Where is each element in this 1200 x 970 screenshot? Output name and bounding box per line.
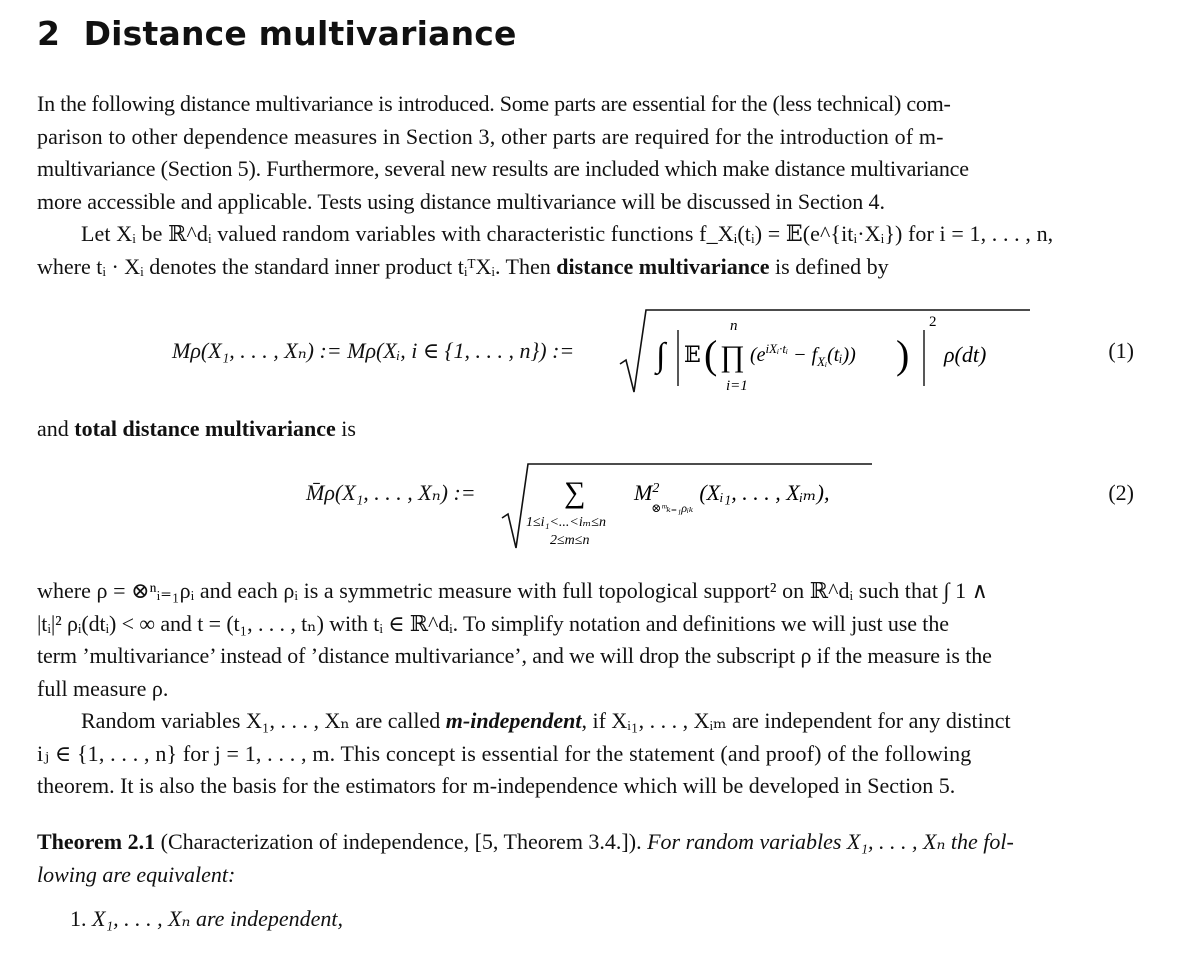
equation-2 — [0, 458, 1200, 554]
sum-lower-2: 2≤m≤n — [550, 533, 590, 548]
product-sign: ∏ — [720, 340, 745, 373]
m-ind-pre: Random variables X₁, . . . , Xₙ are called — [81, 708, 446, 733]
section-heading — [37, 14, 517, 53]
and-post: is — [335, 416, 356, 441]
intro-line: more accessible and applicable. Tests using distance multivariance will be discussed in Section 4. — [37, 188, 885, 214]
sum-lower-1: 1≤i₁<...<iₘ≤n — [526, 515, 606, 530]
let-line-2-pre: where tᵢ · Xᵢ denotes the standard inner product tᵢᵀXᵢ. Then — [37, 253, 557, 279]
section-number: 2 — [37, 14, 61, 53]
section-title: Distance multivariance — [83, 14, 517, 53]
where-line: |tᵢ|² ρᵢ(dtᵢ) < ∞ and t = (t₁, . . . , tₙ) with tᵢ ∈ ℝ^dᵢ. To simplify notation and definitions we will just use the — [37, 610, 949, 636]
term-m-independent: m-independent — [445, 708, 582, 733]
theorem-item — [70, 906, 343, 932]
equation-2-lhs: M̄ρ(X₁, . . . , Xₙ) := — [306, 480, 476, 505]
let-line-2 — [37, 251, 1134, 284]
prod-lower: i=1 — [726, 378, 748, 394]
item-text: X₁, . . . , Xₙ are independent, — [92, 906, 343, 931]
theorem-statement: For random variables X₁, . . . , Xₙ the fol- — [641, 829, 1014, 854]
prod-upper: n — [730, 318, 738, 334]
and-pre: and — [37, 416, 75, 441]
equation-1 — [0, 304, 1200, 400]
theorem-2-1 — [37, 826, 1137, 891]
m-independent-paragraph — [37, 705, 1134, 803]
intro-line: In the following distance multivariance is introduced. Some parts are essential for the (less technical) com- — [37, 91, 951, 116]
intro-line: multivariance (Section 5). Furthermore, several new results are included which make distance multivariance — [37, 156, 969, 182]
where-line: where ρ = ⊗ⁿᵢ₌₁ρᵢ and each ρᵢ is a symmetric measure with full topological support² on ℝ^dᵢ such that ∫ 1 ∧ — [37, 578, 988, 603]
theorem-statement-2: lowing are equivalent: — [37, 861, 236, 887]
product-term: ($e^{iXᵢ\cdot tᵢ}$ − $f_{Xᵢ}(tᵢ)$) — [750, 341, 856, 369]
measure: ρ(dt) — [944, 342, 987, 367]
item-number: 1. — [70, 906, 87, 931]
where-line: term ’multivariance’ instead of ’distance multivariance’, and we will drop the subscript ρ if the measure is the — [37, 643, 992, 669]
theorem-citation: (Characterization of independence, [5, Theorem 3.4.]). — [155, 829, 642, 854]
m-independent-line-2: iⱼ ∈ {1, . . . , n} for j = 1, . . . , m. This concept is essential for the statement (and proof) of the following — [37, 740, 972, 766]
integral-sign: ∫ — [656, 337, 666, 374]
equation-2-rhs — [500, 458, 880, 552]
let-line-2-post: is defined by — [769, 253, 889, 279]
m-ind-post: , if Xᵢ₁, . . . , Xᵢₘ are independent for any distinct — [581, 708, 1011, 733]
term-total-distance-multivariance: total distance multivariance — [74, 416, 336, 441]
let-paragraph — [37, 218, 1134, 283]
m-independent-line-1 — [37, 705, 1134, 738]
and-total-line — [37, 413, 1134, 446]
intro-paragraph — [37, 88, 1134, 218]
let-line: Let Xᵢ be ℝ^dᵢ valued random variables with characteristic functions f_Xᵢ(tᵢ) = 𝔼(e^{itᵢ·Xᵢ}) for i = 1, . . . , n, — [81, 221, 1054, 246]
equation-1-number: (1) — [1108, 338, 1134, 363]
m-independent-line-3: theorem. It is also the basis for the estimators for m-independence which will be developed in Section 5. — [37, 773, 956, 799]
sum-term: $M^2$ ⊗ᵐₖ₌₁ρᵢₖ(Xᵢ₁, . . . , Xᵢₘ), — [634, 480, 830, 515]
theorem-label: Theorem 2.1 — [37, 829, 156, 854]
intro-line: parison to other dependence measures in Section 3, other parts are required for the introduction of m- — [37, 123, 944, 149]
equation-1-rhs — [618, 304, 1038, 400]
where-paragraph — [37, 575, 1134, 705]
expectation-symbol: 𝔼 — [684, 342, 701, 367]
equation-1-lhs: Mρ(X₁, . . . , Xₙ) := Mρ(Xᵢ, i ∈ {1, . . . , n}) := — [172, 338, 575, 363]
paren-left: ( — [704, 332, 718, 377]
paren-right: ) — [896, 332, 910, 377]
term-distance-multivariance: distance multivariance — [556, 253, 770, 279]
sum-sign: ∑ — [564, 476, 586, 509]
where-line: full measure ρ. — [37, 675, 169, 701]
equation-2-number: (2) — [1108, 480, 1134, 505]
exponent: 2 — [929, 314, 937, 330]
